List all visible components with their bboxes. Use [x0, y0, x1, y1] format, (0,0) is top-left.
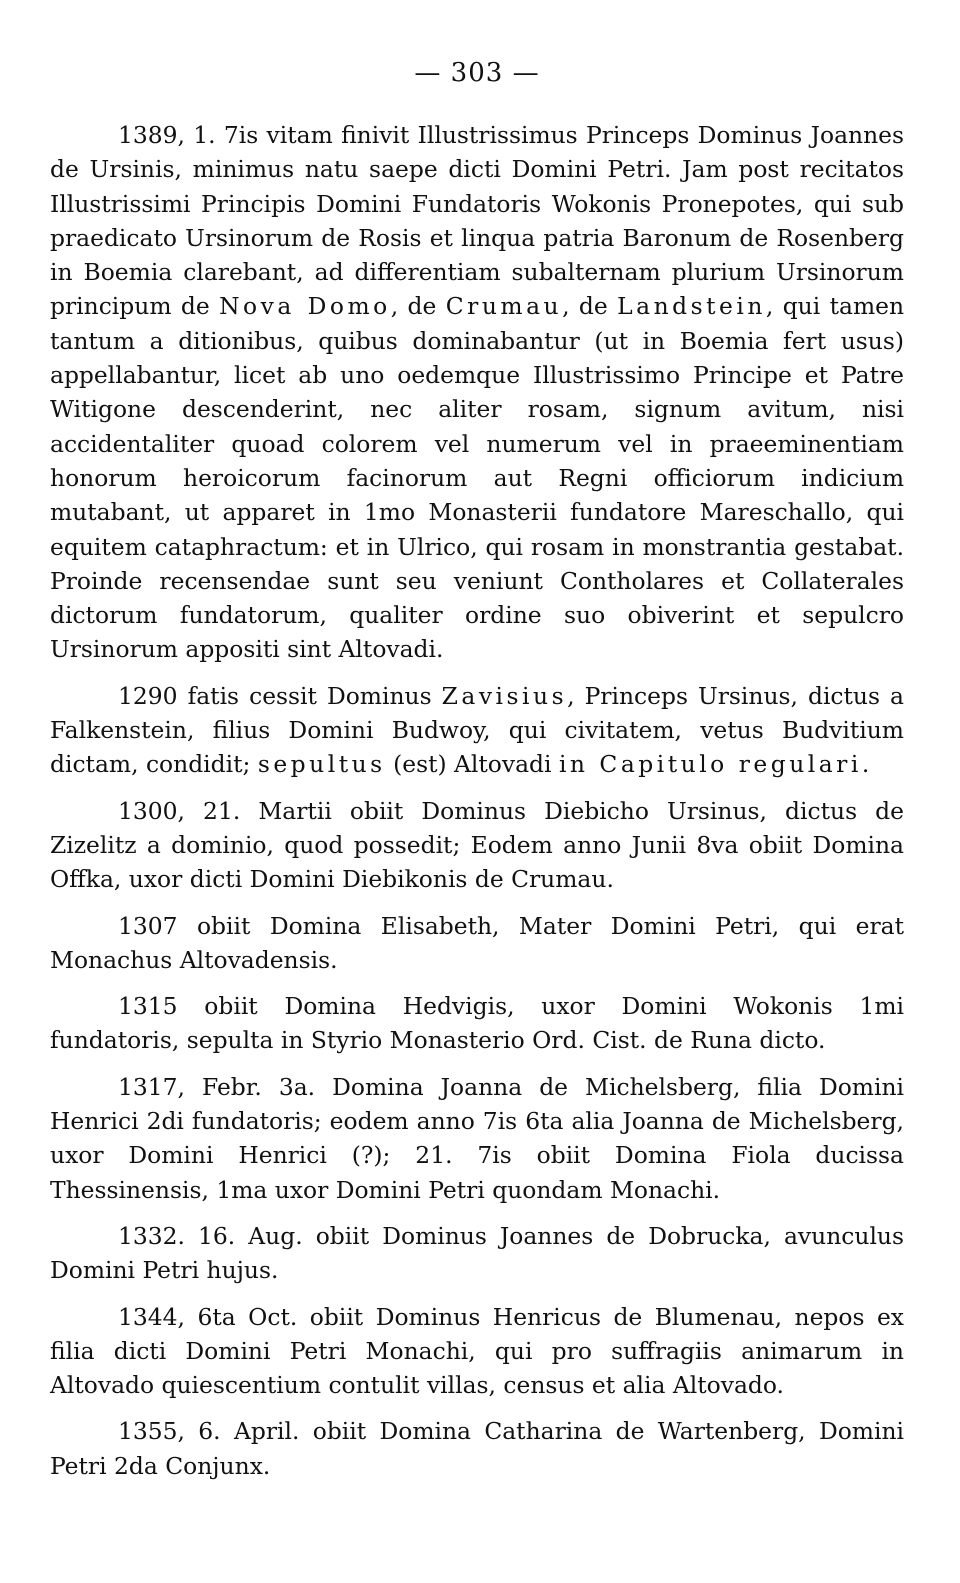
entry-text: , Princeps Ursinus, dictus a Falkenstein, filius Domini Budwoy, qui civitatem, vetus Budvitium dictam, condidit; — [50, 681, 904, 779]
spaced-phrase-capitulo: in Capitulo regulari — [558, 750, 862, 779]
entry-1344: 1344, 6ta Oct. obiit Dominus Henricus de Blumenau, nepos ex filia dicti Domini Petri Monachi, qui pro suffragiis animarum in Altovado quiescentium contulit villas, census et alia Altovado. — [50, 1302, 904, 1400]
spaced-name-zavisius: Zavisius — [441, 681, 568, 710]
entry-text: (est) Altovadi — [385, 750, 559, 779]
entry-text: 1389, 1. 7is vitam finivit Illustrissimus Princeps Dominus Joannes de Ursinis, minimus natu saepe dicti Domini Petri. Jam post recitatos Illustrissimi Principis Domini Fundatoris Wokonis Pronepotes, qui sub praedicato Ursinorum de Rosis et linqua patria Baronum de Rosenberg in Boemia clarebant, ad differentiam subalternam plurium Ursinorum principum de — [50, 121, 904, 321]
entry-text: , de — [562, 292, 618, 321]
spaced-name-nova-domo: Nova Domo — [219, 292, 391, 321]
entry-1290 — [50, 679, 904, 782]
entry-1315: 1315 obiit Domina Hedvigis, uxor Domini Wokonis 1mi fundatoris, sepulta in Styrio Monasterio Ord. Cist. de Runa dicto. — [50, 992, 904, 1055]
entry-1355: 1355, 6. April. obiit Domina Catharina de Wartenberg, Domini Petri 2da Conjunx. — [50, 1417, 904, 1480]
entry-1307: 1307 obiit Domina Elisabeth, Mater Domini Petri, qui erat Monachus Altovadensis. — [50, 911, 904, 974]
entry-1317: 1317, Febr. 3a. Domina Joanna de Michelsberg, filia Domini Henrici 2di fundatoris; eodem anno 7is 6ta alia Joanna de Michelsberg, uxor Domini Henrici (?); 21. 7is obiit Domina Fiola ducissa Thessinensis, 1ma uxor Domini Petri quondam Monachi. — [50, 1072, 904, 1204]
entry-text: 1290 fatis cessit Dominus — [118, 681, 442, 710]
spaced-name-crumau: Crumau — [445, 292, 563, 321]
page-number: — 303 — — [414, 58, 540, 88]
document-page — [50, 56, 904, 1495]
entry-1332: 1332. 16. Aug. obiit Dominus Joannes de Dobrucka, avunculus Domini Petri hujus. — [50, 1221, 904, 1285]
entry-text: . — [861, 750, 870, 779]
entry-text: , qui tamen tantum a ditionibus, quibus dominabantur (ut in Boemia fert usus) appellabantur, licet ab uno oedemque Illustrissimo Principe et Patre Witigone descenderint, nec aliter rosam, signum avitum, nisi accidentaliter quoad colorem vel numerum vel in praeeminentiam honorum heroicorum facinorum aut Regni officiorum indicium mutabant, ut apparet in 1mo Monasterii fundatore Mareschallo, qui equitem cataphractum: et in Ulrico, qui rosam in monstrantia gestabat. Proinde recensendae sunt seu veniunt Contholares et Collaterales dictorum fundatorum, qualiter ordine suo obiverint et sepulcro Ursinorum appositi sint Altovadi. — [50, 292, 905, 664]
spaced-word-sepultus: sepultus — [257, 750, 386, 779]
entry-1300: 1300, 21. Martii obiit Dominus Diebicho Ursinus, dictus de Zizelitz a dominio, quod possedit; Eodem anno Junii 8va obiit Domina Offka, uxor dicti Domini Diebikonis de Crumau. — [50, 796, 904, 894]
spaced-name-landstein: Landstein — [617, 292, 766, 321]
entry-1389 — [50, 118, 904, 667]
entry-text: , de — [390, 292, 446, 321]
